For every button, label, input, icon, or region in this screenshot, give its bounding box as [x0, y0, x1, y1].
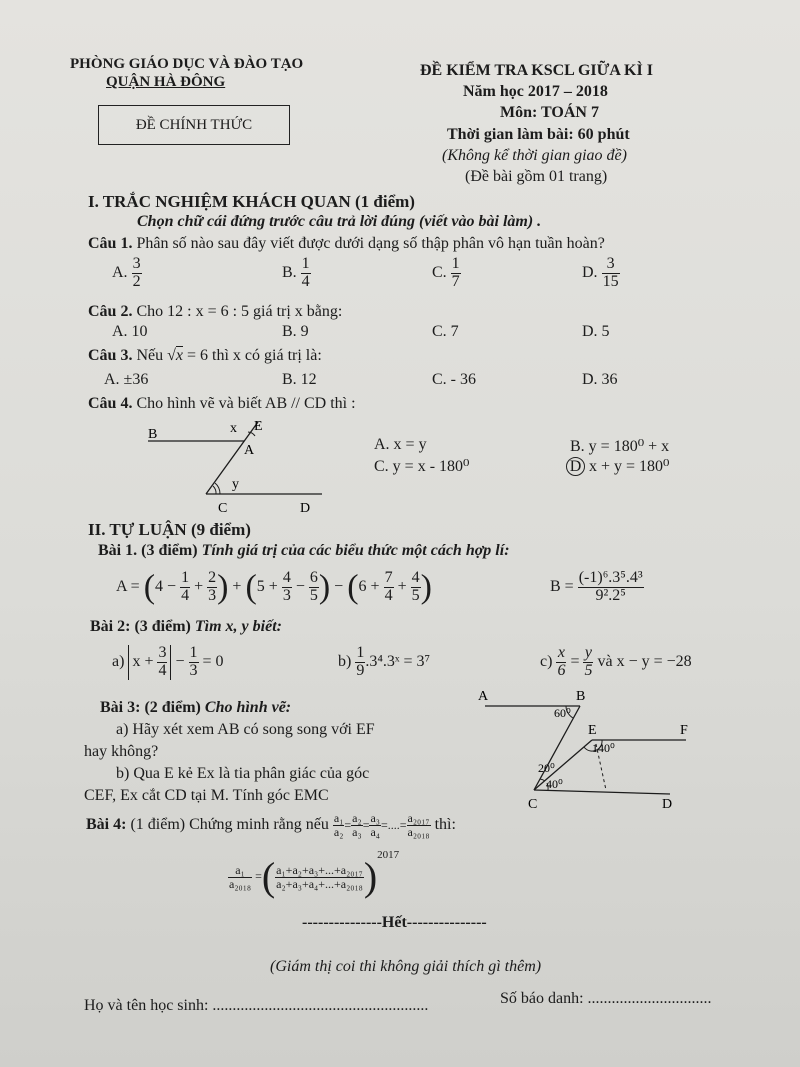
label-d: D	[662, 797, 673, 812]
label-y: y	[232, 477, 239, 492]
bai1-points: (3 điểm)	[141, 542, 198, 559]
term: và x − y = −28	[597, 652, 692, 670]
student-name-label: Họ và tên học sinh:	[84, 997, 209, 1014]
label-a: A	[244, 443, 255, 458]
label-x: x	[230, 421, 237, 436]
fraction: $\frac{\text{a₃}}{\text{a₄}}$	[370, 811, 380, 839]
q4-label: Câu 4.	[88, 395, 133, 412]
expr-b	[550, 570, 644, 605]
bai3-line-b2: CEF, Ex cắt CD tại M. Tính góc EMC	[84, 787, 329, 804]
op: −	[175, 652, 185, 670]
bai2-label: Bài 2:	[90, 618, 131, 635]
student-name-blank: ......................................................	[212, 997, 429, 1014]
label-e: E	[254, 419, 263, 434]
q3-option-d: D. 36	[582, 371, 618, 388]
q2-option-d: D. 5	[582, 323, 610, 340]
student-name-row	[84, 997, 428, 1015]
fraction: $\frac{1}{4}$	[181, 569, 190, 604]
op: −	[295, 577, 305, 595]
candidate-no-row	[500, 990, 712, 1008]
bai4-points: (1 điểm)	[130, 815, 186, 833]
dept-line1: PHÒNG GIÁO DỤC VÀ ĐÀO TẠO	[70, 56, 304, 72]
sqrt-sign: √x	[167, 347, 183, 364]
q3-text-eq: = 6	[187, 347, 209, 364]
q4-option-d-text: x + y = 180⁰	[589, 458, 670, 475]
term: x +	[132, 652, 154, 670]
bai4-text: Chứng minh rằng nếu	[189, 815, 329, 833]
bai1-instruction: Tính giá trị của các biểu thức một cách hợp lí:	[201, 542, 510, 559]
option-letter: D.	[582, 263, 598, 281]
op: =	[255, 868, 262, 883]
fraction: $\frac{2}{3}$	[208, 569, 217, 604]
fraction: $\frac{1}{9}$	[356, 644, 365, 679]
expr-a: A = (4 − $\frac{1}{4}$ + $\frac{2}{3}$ ) + (5 + $\frac{4}{3}$ − $\frac{6}{5}$ ) − (6 + $\frac{7}{4}$ + $\frac{4}{5}$ )	[116, 568, 432, 606]
label-e: E	[588, 723, 597, 738]
op: +	[232, 577, 242, 595]
fraction: $\frac{1}{7}$	[451, 255, 460, 290]
op: +	[397, 577, 407, 595]
bai2-b	[338, 645, 430, 680]
bai3-label: Bài 3:	[100, 699, 141, 716]
op: −	[334, 577, 344, 595]
item-label: c)	[540, 652, 553, 670]
op: =	[570, 652, 580, 670]
q4-text: Cho hình vẽ và biết AB // CD thì :	[136, 395, 356, 412]
bai3-line-a2: hay không?	[84, 743, 159, 760]
exponent: 2017	[377, 848, 400, 861]
q2-text: Cho 12 : x = 6 : 5 giá trị x bằng:	[136, 303, 343, 320]
fraction: $\frac{3}{15}$	[602, 255, 619, 290]
bai4-result: $\frac{\text{a₁}}{\text{a₂₀₁₈}}$ =( $\frac{\text{a₁+a₂+a₃+...+a₂₀₁₇}}{\text{a₂+a₃+a₄+...+a₂₀₁₈}}$ )2017	[229, 848, 400, 899]
q3-option-b: B. 12	[282, 371, 317, 388]
bai2-heading	[90, 618, 282, 636]
bai3-figure	[470, 686, 700, 812]
duration: Thời gian làm bài: 60 phút	[447, 126, 630, 143]
angle-c1-arc	[540, 779, 545, 781]
q1-text: Phân số nào sau đây viết được dưới dạng số thập phân vô hạn tuần hoàn?	[136, 235, 605, 252]
part1-instruction: Chọn chữ cái đứng trước câu trả lời đúng (viết vào bài làm) .	[137, 213, 542, 230]
bai4-then: thì:	[434, 815, 456, 833]
q3	[88, 347, 322, 365]
fraction: $\frac{\text{a₁}}{\text{a₂₀₁₈}}$	[229, 862, 252, 891]
expr-b-lhs: B =	[550, 577, 574, 595]
bai3-heading	[100, 699, 291, 717]
bai2-instruction: Tìm x, y biết:	[194, 618, 282, 635]
fraction: $\frac{6}{5}$	[309, 569, 318, 604]
fraction: $\frac{\text{a₁+a₂+a₃+...+a₂₀₁₇}}{\text{a₂+a₃+a₄+...+a₂₀₁₈}}$	[276, 862, 363, 891]
option-letter: C.	[432, 263, 447, 281]
term: 5 +	[256, 577, 278, 595]
q4	[88, 395, 356, 413]
bai3-instruction: Cho hình vẽ:	[204, 699, 292, 716]
bai2-points: (3 điểm)	[134, 618, 191, 635]
circled-answer-mark: D	[566, 457, 585, 476]
op: +	[194, 577, 204, 595]
q2-option-b: B. 9	[282, 323, 309, 340]
bai2-c	[540, 645, 692, 680]
q4-option-b: B. y = 180⁰ + x	[570, 438, 670, 455]
note-pages: (Đề bài gồm 01 trang)	[465, 168, 608, 185]
bai3-line-b: b) Qua E kẻ Ex là tia phân giác của góc	[116, 765, 370, 782]
sqrt-radicand: x	[175, 347, 183, 364]
label-d: D	[300, 501, 311, 516]
fraction: $\frac{3}{4}$	[158, 644, 167, 679]
q3-option-a: A. ±36	[104, 371, 149, 388]
expr-a-lhs: A =	[116, 577, 140, 595]
angle-e-label: 140⁰	[592, 741, 615, 755]
candidate-no-blank: ...............................	[587, 990, 712, 1007]
bai4-label: Bài 4:	[86, 815, 127, 833]
label-c: C	[218, 501, 228, 516]
end-mark: ---------------Hết---------------	[302, 914, 487, 931]
term: .3⁴.3ˣ = 3⁷	[365, 652, 431, 670]
q1-option-d	[582, 256, 620, 291]
fraction: $\frac{\text{(-1)⁶.3⁵.4³}}{\text{9².2⁵}}$	[578, 569, 643, 604]
term: 4 −	[155, 577, 177, 595]
ratio-dots: =....=	[380, 817, 407, 832]
q3-option-c: C. - 36	[432, 371, 476, 388]
q2	[88, 303, 342, 321]
q4-option-a: A. x = y	[374, 436, 427, 453]
option-letter: B.	[282, 263, 297, 281]
term: 6 +	[358, 577, 380, 595]
bai4-heading: Bài 4: (1 điểm) Chứng minh rằng nếu $\frac{\text{a₁}}{\text{a₂}}$ = $\frac{\text{a₂}}{\text{a₃}}$ = $\frac{\text{a₃}}{\text{a₄}}$ =....= $\frac{\text{a₂₀₁₇}}{\text{a₂₀₁₈}}$ thì:	[86, 811, 456, 839]
label-b: B	[576, 689, 586, 704]
part1-title: I. TRẮC NGHIỆM KHÁCH QUAN (1 điểm)	[88, 192, 415, 211]
fraction: $\frac{\text{a₂}}{\text{a₃}}$	[352, 811, 362, 839]
q4-option-d	[566, 456, 669, 476]
subject: Môn: TOÁN 7	[500, 104, 599, 121]
bai1-label: Bài 1.	[98, 542, 138, 559]
absolute-value	[128, 645, 171, 680]
note-time: (Không kể thời gian giao đề)	[442, 147, 627, 164]
q3-label: Câu 3.	[88, 347, 133, 364]
label-f: F	[680, 723, 688, 738]
label-b: B	[148, 427, 158, 442]
fraction: $\frac{y}{5}$	[584, 644, 593, 679]
school-year: Năm học 2017 – 2018	[463, 83, 608, 100]
q1-label: Câu 1.	[88, 235, 133, 252]
q1-option-b	[282, 256, 311, 291]
q4-figure	[140, 416, 330, 516]
bai3-line-a: a) Hãy xét xem AB có song song với EF	[116, 721, 375, 738]
q2-option-c: C. 7	[432, 323, 459, 340]
q3-text-before: Nếu	[136, 347, 164, 364]
q1-option-c	[432, 256, 461, 291]
q4-option-c: C. y = x - 180⁰	[374, 458, 470, 475]
angle-c2-label: 40⁰	[546, 777, 563, 791]
option-letter: A.	[112, 263, 128, 281]
bai1-heading	[98, 542, 510, 560]
q1	[88, 235, 605, 253]
official-label: ĐỀ CHÍNH THỨC	[135, 117, 253, 133]
fraction: $\frac{\text{a₂₀₁₇}}{\text{a₂₀₁₈}}$	[407, 811, 430, 839]
label-a: A	[478, 689, 489, 704]
fraction: $\frac{4}{3}$	[282, 569, 291, 604]
exam-title: ĐỀ KIỂM TRA KSCL GIỮA KÌ I	[420, 62, 653, 79]
bai3-points: (2 điểm)	[144, 699, 201, 716]
official-box	[98, 105, 290, 145]
item-label: a)	[112, 652, 125, 670]
label-c: C	[528, 797, 538, 812]
fraction: $\frac{x}{6}$	[557, 644, 566, 679]
candidate-no-label: Số báo danh:	[500, 990, 584, 1007]
q2-option-a: A. 10	[112, 323, 148, 340]
angle-b-label: 60⁰	[554, 706, 571, 720]
fraction: $\frac{\text{a₁}}{\text{a₂}}$	[333, 811, 344, 839]
part2-title: II. TỰ LUẬN (9 điểm)	[88, 520, 251, 539]
q3-text-after: thì x có giá trị là:	[212, 347, 322, 364]
fraction: $\frac{4}{5}$	[411, 569, 420, 604]
item-label: b)	[338, 652, 352, 670]
q1-option-a	[112, 256, 142, 291]
angle-c1-label: 20⁰	[538, 761, 555, 775]
fraction: $\frac{1}{4}$	[301, 255, 310, 290]
bai2-a	[112, 645, 224, 680]
fraction: $\frac{1}{3}$	[189, 644, 198, 679]
dept-line2: QUẬN HÀ ĐÔNG	[106, 74, 226, 90]
angle-y-arc	[213, 486, 216, 494]
fraction: $\frac{3}{2}$	[132, 255, 141, 290]
q2-label: Câu 2.	[88, 303, 133, 320]
term: = 0	[202, 652, 224, 670]
supervisor-note: (Giám thị coi thi không giải thích gì thêm)	[270, 958, 542, 975]
fraction: $\frac{7}{4}$	[384, 569, 393, 604]
